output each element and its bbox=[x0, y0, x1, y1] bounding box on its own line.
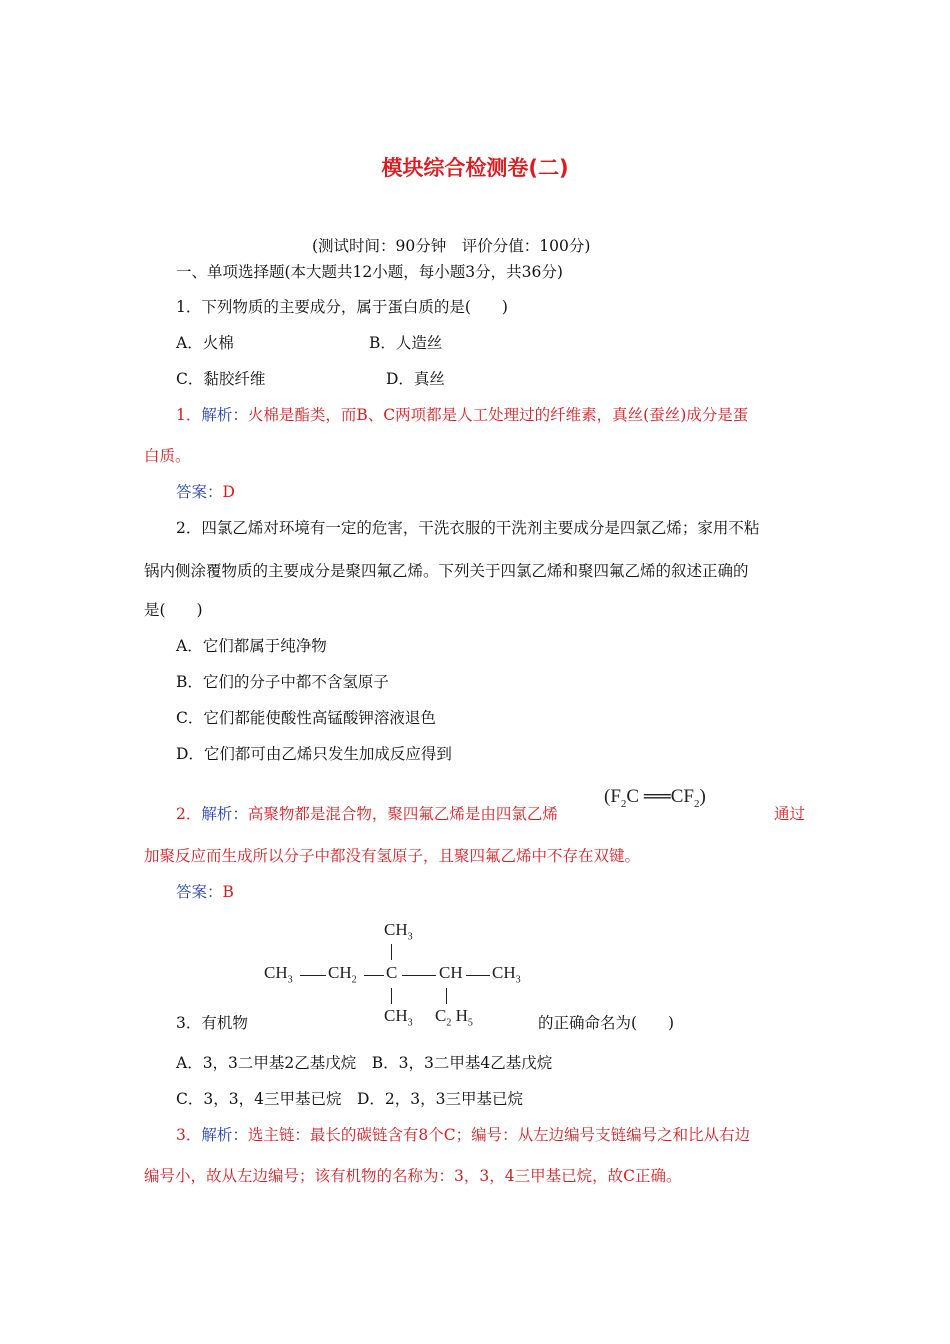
chain-c4: CH bbox=[439, 963, 463, 982]
q1-answer bbox=[176, 482, 235, 502]
chain-c5: $CH_3$ bbox=[492, 963, 521, 986]
q1-analysis-text: 火棉是酯类，而B、C两项都是人工处理过的纤维素，真丝(蚕丝)成分是蛋 bbox=[247, 406, 749, 424]
q2-option-c: C．它们都能使酸性高锰酸钾溶液退色 bbox=[176, 709, 436, 727]
chain-c2: $CH_2$ bbox=[328, 963, 357, 986]
q3-options-ab: A．3，3二甲基2乙基戊烷 B．3，3二甲基4乙基戊烷 bbox=[176, 1054, 553, 1072]
q3-analysis-label: 解析： bbox=[201, 1126, 248, 1144]
q3-analysis-number: 3． bbox=[176, 1126, 202, 1144]
chain-c1: $CH_3$ bbox=[264, 963, 293, 986]
q2-stem-line2: 锅内侧涂覆物质的主要成分是聚四氟乙烯。下列关于四氯乙烯和聚四氟乙烯的叙述正确的 bbox=[144, 562, 749, 580]
q1-option-b: B．人造丝 bbox=[369, 334, 443, 352]
q3-analysis-line2: 编号小，故从左边编号；该有机物的名称为：3，3，4三甲基已烷，故C正确。 bbox=[144, 1167, 682, 1185]
section-heading: 一、单项选择题(本大题共12小题，每小题3分，共36分) bbox=[176, 263, 563, 281]
bond-c1-c2 bbox=[300, 975, 326, 976]
exam-meta: (测试时间：90分钟 评价分值：100分) bbox=[312, 237, 591, 255]
bond-c3-bottom bbox=[391, 988, 392, 1004]
q1-analysis-line2: 白质。 bbox=[144, 447, 191, 465]
q1-analysis-line1 bbox=[176, 405, 748, 425]
tetrafluoroethylene-formula: ($F_2C$ $══CF_2$) bbox=[604, 786, 706, 810]
q2-stem-line3: 是( ) bbox=[144, 601, 203, 619]
bond-c4-c5 bbox=[466, 975, 490, 976]
q1-option-a: A．火棉 bbox=[176, 334, 234, 352]
q2-answer bbox=[176, 882, 234, 902]
bond-c2-c3 bbox=[364, 975, 384, 976]
q2-answer-value: B bbox=[222, 883, 234, 901]
document-title: 模块综合检测卷(二) bbox=[381, 156, 569, 180]
q3-analysis-line1 bbox=[176, 1125, 750, 1145]
q2-analysis-label: 解析： bbox=[201, 805, 248, 823]
q2-analysis-line1 bbox=[176, 804, 558, 824]
q1-option-c: C．黏胶纤维 bbox=[176, 370, 266, 388]
chain-c3: C bbox=[386, 963, 398, 982]
q2-option-a: A．它们都属于纯净物 bbox=[176, 637, 327, 655]
q1-analysis-label: 解析： bbox=[201, 406, 248, 424]
q2-stem-line1: 2．四氯乙烯对环境有一定的危害，干洗衣服的干洗剂主要成分是四氯乙烯；家用不粘 bbox=[176, 519, 760, 537]
q1-analysis-number: 1． bbox=[176, 406, 202, 424]
q1-answer-value: D bbox=[222, 483, 235, 501]
q1-stem: 1．下列物质的主要成分，属于蛋白质的是( ) bbox=[176, 298, 508, 316]
q2-option-b: B．它们的分子中都不含氢原子 bbox=[176, 673, 389, 691]
q1-option-d: D．真丝 bbox=[386, 370, 445, 388]
bottom-methyl: $CH_3$ bbox=[384, 1006, 413, 1029]
q1-answer-label: 答案： bbox=[176, 483, 223, 501]
q2-analysis-number: 2． bbox=[176, 805, 202, 823]
q3-stem-end: 的正确命名为( ) bbox=[538, 1014, 675, 1032]
q3-options-cd: C．3，3，4三甲基已烷 D．2，3，3三甲基已烷 bbox=[176, 1090, 523, 1108]
q2-option-d: D．它们都可由乙烯只发生加成反应得到 bbox=[176, 745, 452, 763]
bond-c3-c4 bbox=[402, 975, 436, 976]
q2-analysis-line2: 加聚反应而生成所以分子中都没有氢原子，且聚四氟乙烯中不存在双键。 bbox=[144, 847, 641, 865]
ethyl-group: $C_2$ $H_5$ bbox=[435, 1006, 473, 1029]
q2-answer-label: 答案： bbox=[176, 883, 223, 901]
bond-c4-bottom bbox=[446, 988, 447, 1004]
q3-stem-start: 3．有机物 bbox=[176, 1014, 248, 1032]
structural-formula bbox=[262, 918, 542, 1033]
bond-top bbox=[391, 944, 392, 960]
q3-analysis-text: 选主链：最长的碳链含有8个C；编号：从左边编号支链编号之和比从右边 bbox=[247, 1126, 751, 1144]
q2-analysis-text: 高聚物都是混合物，聚四氟乙烯是由四氯乙烯 bbox=[247, 805, 558, 823]
q2-analysis-continuation: 通过 bbox=[774, 805, 806, 823]
top-methyl: $CH_3$ bbox=[384, 920, 413, 943]
